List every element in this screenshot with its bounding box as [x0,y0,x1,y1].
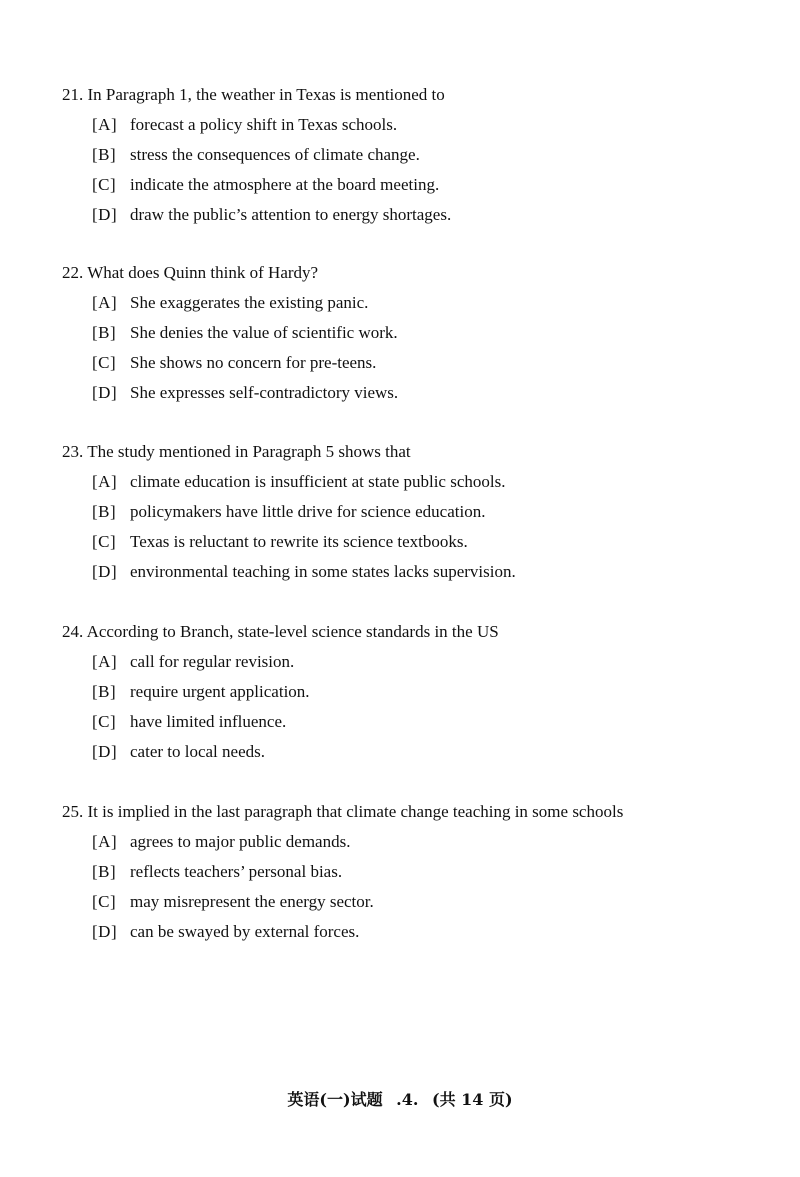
option-text: require urgent application. [130,682,310,701]
option-text: cater to local needs. [130,742,265,761]
option-text: policymakers have little drive for science education. [130,502,486,521]
option-c [92,707,782,737]
option-text: stress the consequences of climate change. [130,145,420,164]
option-text: environmental teaching in some states lacks supervision. [130,562,516,581]
option-a [92,288,782,318]
option-d [92,378,782,408]
question-stem [62,258,782,288]
option-letter: [D] [92,922,118,941]
option-c [92,170,782,200]
option-letter: [B] [92,323,117,342]
option-text: have limited influence. [130,712,287,731]
option-a [92,467,782,497]
option-letter: [C] [92,892,117,911]
question-text: The study mentioned in Paragraph 5 shows that [87,442,411,461]
question-stem [62,80,782,110]
option-letter: [B] [92,682,117,701]
option-text: may misrepresent the energy sector. [130,892,374,911]
option-letter: [B] [92,502,117,521]
question-text: It is implied in the last paragraph that climate change teaching in some schools [87,802,624,821]
footer-page-number: .4. [396,1090,419,1109]
question-number: 24. [62,622,84,641]
option-text: draw the public’s attention to energy shortages. [130,205,452,224]
option-letter: [D] [92,383,118,402]
option-letter: [C] [92,532,117,551]
option-c [92,527,782,557]
option-b [92,497,782,527]
option-text: forecast a policy shift in Texas schools. [130,115,398,134]
option-letter: [D] [92,205,118,224]
option-b [92,857,782,887]
option-letter: [A] [92,293,118,312]
option-letter: [B] [92,862,117,881]
question-text: According to Branch, state-level science standards in the US [86,622,499,641]
option-letter: [A] [92,652,118,671]
option-d [92,737,782,767]
footer-total-pages: (共 14 页) [432,1090,513,1109]
question-25 [62,797,782,947]
option-a [92,647,782,677]
question-24 [62,617,782,767]
option-letter: [A] [92,832,118,851]
question-23 [62,437,782,587]
page-footer [0,1087,800,1110]
option-text: She exaggerates the existing panic. [130,293,369,312]
option-letter: [D] [92,562,118,581]
option-c [92,887,782,917]
question-number: 21. [62,85,84,104]
option-letter: [B] [92,145,117,164]
option-letter: [A] [92,115,118,134]
option-b [92,140,782,170]
option-text: indicate the atmosphere at the board meeting. [130,175,440,194]
option-text: climate education is insufficient at state public schools. [130,472,506,491]
question-21 [62,80,782,230]
footer-subject: 英语(一)试题 [287,1090,383,1109]
option-letter: [C] [92,712,117,731]
option-letter: [D] [92,742,118,761]
option-letter: [C] [92,175,117,194]
question-stem [62,797,782,827]
option-text: can be swayed by external forces. [130,922,360,941]
option-letter: [C] [92,353,117,372]
option-a [92,827,782,857]
option-d [92,917,782,947]
option-text: reflects teachers’ personal bias. [130,862,343,881]
option-text: call for regular revision. [130,652,295,671]
question-number: 23. [62,442,84,461]
option-text: agrees to major public demands. [130,832,351,851]
question-stem [62,437,782,467]
option-c [92,348,782,378]
question-number: 22. [62,263,84,282]
question-text: In Paragraph 1, the weather in Texas is mentioned to [87,85,445,104]
option-text: She denies the value of scientific work. [130,323,398,342]
option-d [92,200,782,230]
option-b [92,677,782,707]
option-a [92,110,782,140]
option-d [92,557,782,587]
option-letter: [A] [92,472,118,491]
question-number: 25. [62,802,84,821]
option-text: She shows no concern for pre-teens. [130,353,377,372]
option-text: Texas is reluctant to rewrite its science textbooks. [130,532,468,551]
option-b [92,318,782,348]
question-stem [62,617,782,647]
question-text: What does Quinn think of Hardy? [87,263,319,282]
option-text: She expresses self-contradictory views. [130,383,399,402]
question-22 [62,258,782,408]
